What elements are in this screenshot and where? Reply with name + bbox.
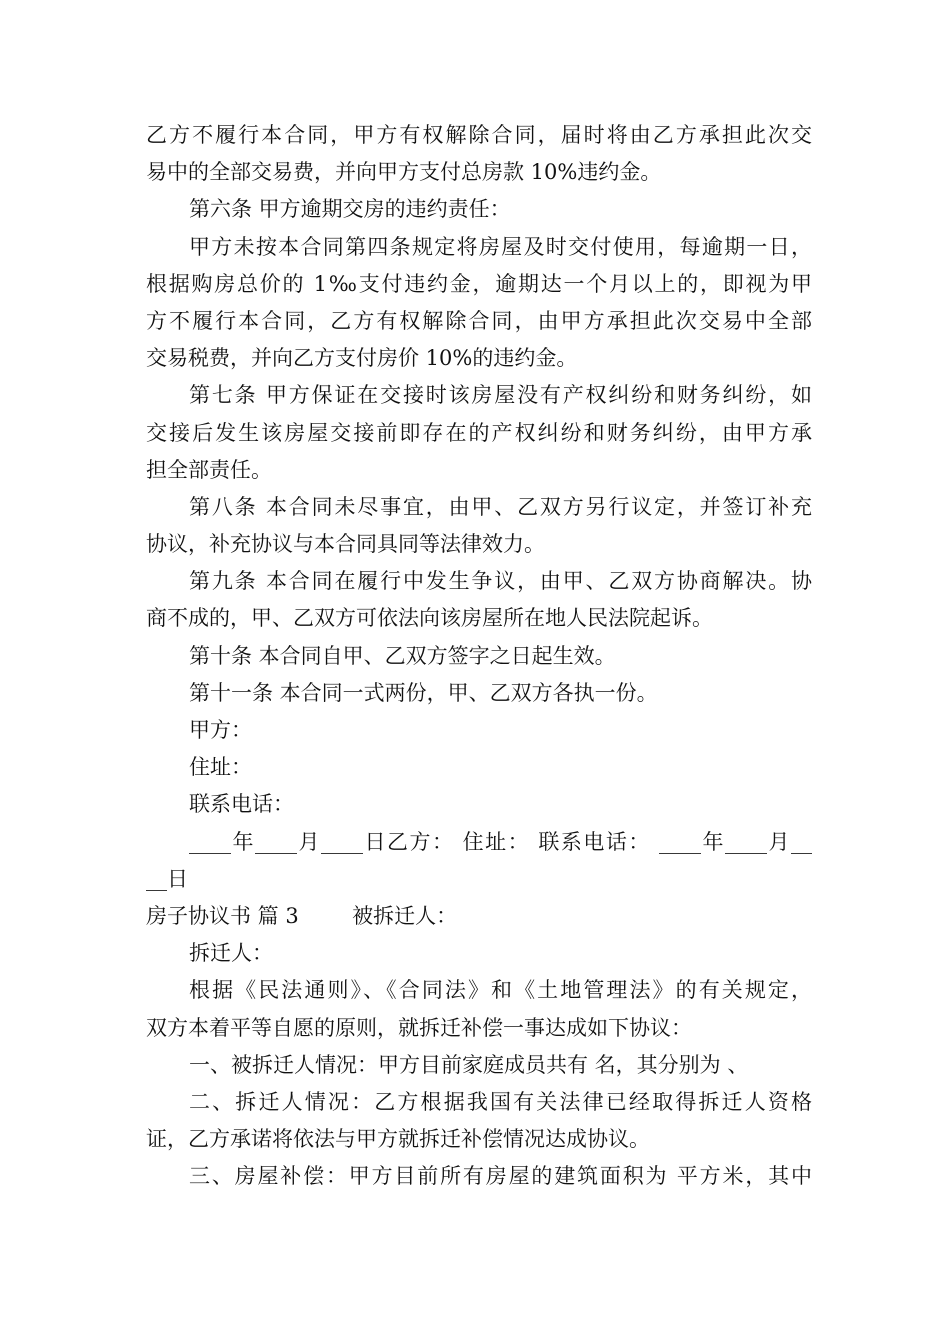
document-line: 第十一条 本合同一式两份，甲、乙双方各执一份。 xyxy=(189,680,658,705)
document-line: 交易税费，并向乙方支付房价 10%的违约金。 xyxy=(146,346,578,371)
document-line: 易中的全部交易费，并向甲方支付总房款 10%违约金。 xyxy=(146,160,662,185)
document-line: 住址： xyxy=(189,755,252,780)
document-line: 第七条 甲方保证在交接时该房屋没有产权纠纷和财务纠纷，如 xyxy=(189,383,812,408)
document-line: __日 xyxy=(146,866,188,891)
document-line: 担全部责任。 xyxy=(146,457,272,482)
document-line: 第八条 本合同未尽事宜，由甲、乙双方另行议定，并签订补充 xyxy=(189,494,812,519)
document-line: 商不成的，甲、乙双方可依法向该房屋所在地人民法院起诉。 xyxy=(146,606,713,631)
document-line: 交接后发生该房屋交接前即存在的产权纠纷和财务纠纷，由甲方承 xyxy=(146,420,812,445)
document-line: 乙方不履行本合同，甲方有权解除合同，届时将由乙方承担此次交 xyxy=(146,123,812,147)
document-line: 甲方未按本合同第四条规定将房屋及时交付使用，每逾期一日， xyxy=(189,234,812,259)
document-line: 第九条 本合同在履行中发生争议，由甲、乙双方协商解决。协 xyxy=(189,569,812,594)
document-line: 第六条 甲方逾期交房的违约责任： xyxy=(189,197,511,222)
document-line: 协议，补充协议与本合同具同等法律效力。 xyxy=(146,532,545,557)
document-line: 甲方： xyxy=(189,718,252,742)
document-line: 证，乙方承诺将依法与甲方就拆迁补偿情况达成协议。 xyxy=(146,1127,650,1152)
document-line: 三、房屋补偿：甲方目前所有房屋的建筑面积为 平方米，其中 xyxy=(189,1164,812,1189)
document-line: 第十条 本合同自甲、乙双方签字之日起生效。 xyxy=(189,643,616,668)
document-line: 二、拆迁人情况：乙方根据我国有关法律已经取得拆迁人资格 xyxy=(189,1089,812,1114)
document-line: 联系电话： xyxy=(189,792,294,817)
document-line: ____年____月____日乙方： 住址： 联系电话： ____年____月__ xyxy=(189,829,812,854)
document-line: 一、被拆迁人情况：甲方目前家庭成员共有 名，其分别为 、 xyxy=(189,1052,749,1077)
document-line: 拆迁人： xyxy=(189,941,273,966)
document-body xyxy=(146,117,812,1195)
document-line: 根据购房总价的 1‰支付违约金，逾期达一个月以上的，即视为甲 xyxy=(146,271,812,296)
document-line: 房子协议书 篇 3 被拆迁人： xyxy=(146,903,458,928)
document-line: 根据《民法通则》、《合同法》和《土地管理法》的有关规定， xyxy=(189,978,812,1003)
document-line: 方不履行本合同，乙方有权解除合同，由甲方承担此次交易中全部 xyxy=(146,308,812,333)
document-line: 双方本着平等自愿的原则，就拆迁补偿一事达成如下协议： xyxy=(146,1015,692,1040)
